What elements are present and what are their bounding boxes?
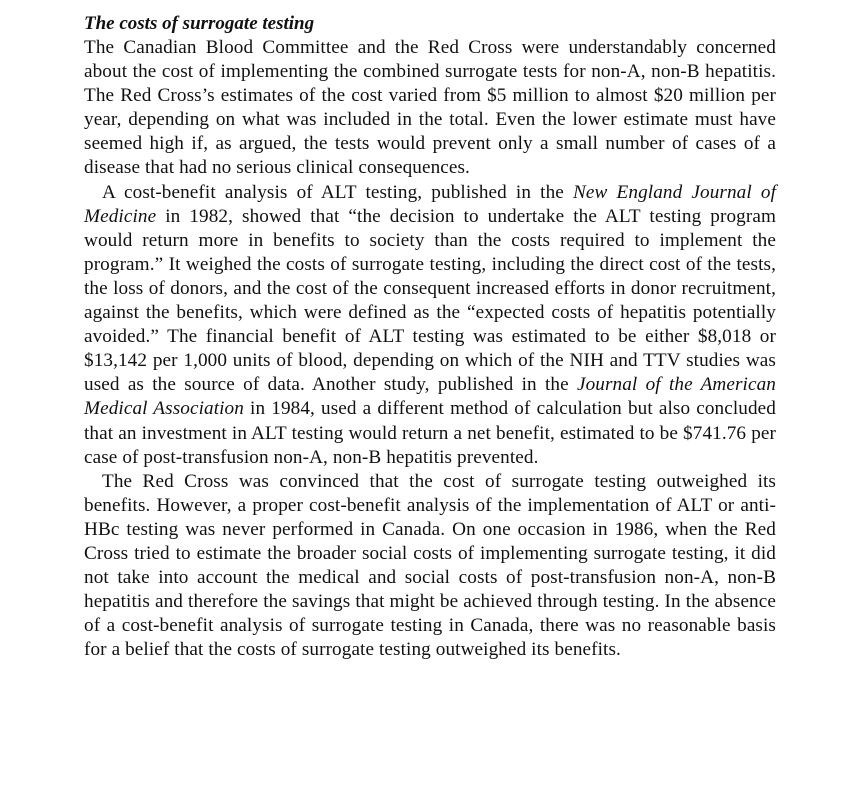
paragraph-2-text-a: A cost-benefit analysis of ALT testing, published in the <box>102 181 574 203</box>
paragraph-2 <box>84 181 776 470</box>
document-page <box>84 12 776 662</box>
journal-title-jama: Journal of the American Medical Association <box>84 374 776 420</box>
paragraph-3: The Red Cross was convinced that the cost of surrogate testing outweighed its benefits. However, a proper cost-benefit analysis of the implementation of ALT or anti-HBc testing was never performed in Canada. On one occasion in 1986, when the Red Cross tried to estimate the broader social costs of implementing surrogate testing, it did not take into account the medical and social costs of post-transfusion non-A, non-B hepatitis and therefore the savings that might be achieved through testing. In the absence of a cost-benefit analysis of surrogate testing in Canada, there was no reasonable basis for a belief that the costs of surrogate testing outweighed its benefits. <box>84 470 776 661</box>
paragraph-1: The Canadian Blood Committee and the Red Cross were understandably concerned about the cost of implementing the combined surrogate tests for non-A, non-B hepatitis. The Red Cross’s estimates of the cost varied from $5 million to almost $20 million per year, depending on what was included in the total. Even the lower estimate must have seemed high if, as argued, the tests would prevent only a small number of cases of a disease that had no serious clinical consequences. <box>84 37 776 179</box>
journal-title-nejm: New England Journal of Medicine <box>84 181 777 227</box>
section-heading: The costs of surrogate testing <box>84 13 315 34</box>
paragraph-2-text-c: in 1984, used a different method of calculation but also concluded that an investment in ALT testing would return a net benefit, estimated to be $741.76 per case of post-transfusion non-A, non-B hepatitis prevented. <box>84 398 776 468</box>
paragraph-2-text-b: in 1982, showed that “the decision to undertake the ALT testing program would return more in benefits to society than the costs required to implement the program.” It weighed the costs of surrogate testing, including the direct cost of the tests, the loss of donors, and the cost of the consequent increased efforts in donor recruitment, against the benefits, which were defined as the “expected costs of hepatitis potentially avoided.” The financial benefit of ALT testing was estimated to be either $8,018 or $13,142 per 1,000 units of blood, depending on which of the NIH and TTV studies was used as the source of data. Another study, published in the <box>84 205 776 396</box>
